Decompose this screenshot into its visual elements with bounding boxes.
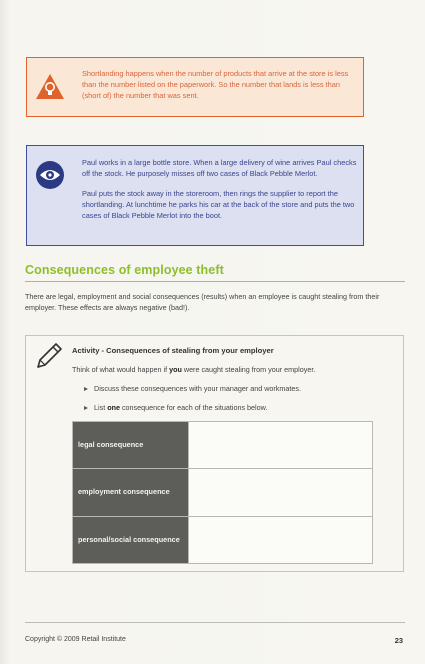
instruction-emphasis: you bbox=[169, 365, 182, 374]
table-row bbox=[73, 422, 373, 469]
lightbulb-icon bbox=[35, 72, 65, 102]
example-callout bbox=[26, 145, 364, 246]
row-label-employment: employment consequence bbox=[73, 469, 189, 516]
table-row bbox=[73, 516, 373, 563]
copyright-notice: Copyright © 2009 Retail Institute bbox=[25, 636, 126, 643]
answer-cell-employment[interactable] bbox=[189, 469, 373, 516]
answer-cell-legal[interactable] bbox=[189, 422, 373, 469]
activity-bullet-1 bbox=[84, 384, 301, 393]
example-paragraph-1: Paul works in a large bottle store. When a large delivery of wine arrives Paul checks off the stock. He purposely misses off two cases of Black Pebble Merlot. bbox=[82, 158, 357, 178]
row-label-legal: legal consequence bbox=[73, 422, 189, 469]
bullet-2-emphasis: one bbox=[107, 403, 120, 412]
definition-callout bbox=[26, 57, 364, 117]
section-heading: Consequences of employee theft bbox=[25, 263, 224, 277]
heading-divider bbox=[25, 281, 405, 282]
bullet-2-text-end: consequence for each of the situations below. bbox=[119, 403, 268, 412]
row-label-personal-social: personal/social consequence bbox=[73, 516, 189, 563]
activity-title: Activity - Consequences of stealing from your employer bbox=[72, 346, 274, 355]
section-intro: There are legal, employment and social consequences (results) when an employee is caught stealing from their employer. These effects are always negative (bad!). bbox=[25, 292, 380, 312]
bullet-2-text-start: List bbox=[94, 403, 108, 412]
definition-text: Shortlanding happens when the number of products that arrive at the store is less than the number listed on the paperwork. So the number that lands is less than (short of) the number that was sent. bbox=[82, 69, 349, 101]
bullet-arrow-icon bbox=[84, 406, 88, 410]
example-paragraph-2: Paul puts the stock away in the storeroom, then rings the supplier to report the shortlanding. At lunchtime he parks his car at the back of the store and puts the two cases of Black Pebble Merlot into the boot. bbox=[82, 189, 355, 220]
consequences-table bbox=[72, 421, 373, 564]
activity-box bbox=[25, 335, 404, 572]
eye-icon bbox=[35, 160, 65, 190]
bullet-arrow-icon bbox=[84, 387, 88, 391]
answer-cell-personal-social[interactable] bbox=[189, 516, 373, 563]
activity-bullet-2 bbox=[84, 403, 267, 412]
instruction-text-start: Think of what would happen if bbox=[72, 365, 170, 374]
table-row bbox=[73, 469, 373, 516]
pencil-icon bbox=[34, 341, 64, 371]
footer-divider bbox=[25, 622, 405, 623]
page-number: 23 bbox=[394, 636, 403, 645]
bullet-1-text: Discuss these consequences with your manager and workmates. bbox=[94, 384, 301, 393]
example-text bbox=[82, 157, 358, 230]
instruction-text-end: were caught stealing from your employer. bbox=[181, 365, 316, 374]
activity-instruction bbox=[72, 365, 315, 374]
